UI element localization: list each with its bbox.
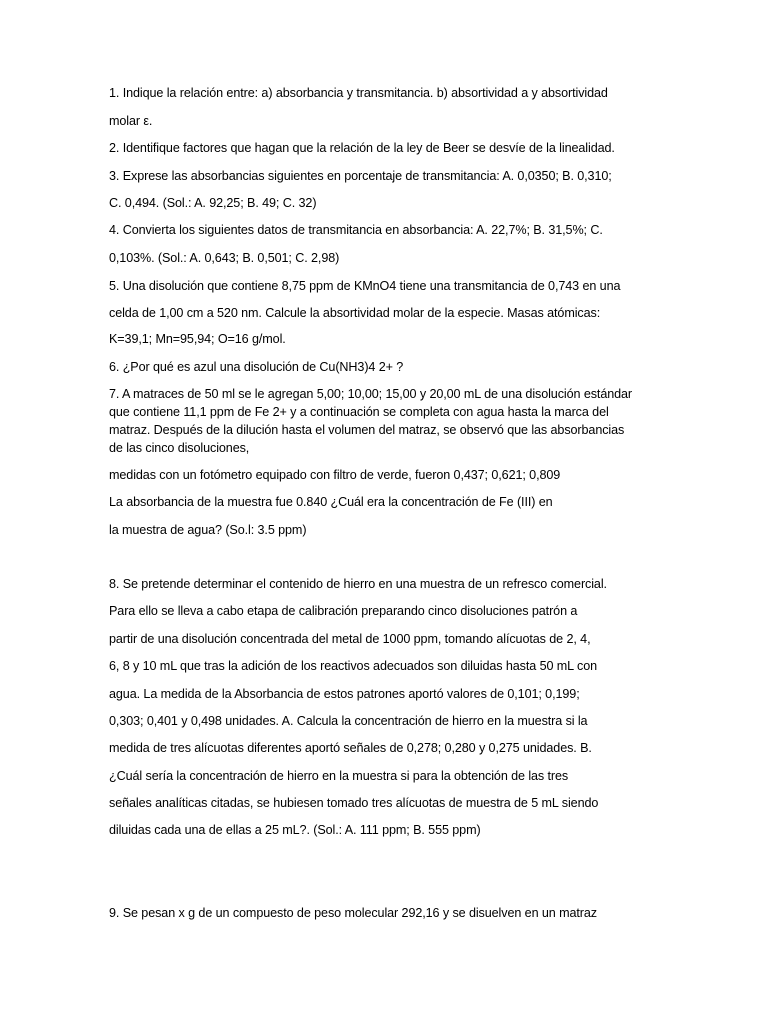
text-line: 6. ¿Por qué es azul una disolución de Cu(NH3)4 2+ ?: [109, 360, 404, 374]
text-line: la muestra de agua? (So.l: 3.5 ppm): [109, 523, 307, 537]
text-line: matraz. Después de la dilución hasta el volumen del matraz, se observó que las absorbancias: [109, 423, 625, 437]
text-line: Para ello se lleva a cabo etapa de calibración preparando cinco disoluciones patrón a: [109, 604, 578, 618]
text-line: que contiene 11,1 ppm de Fe 2+ y a continuación se completa con agua hasta la marca del: [109, 405, 609, 419]
text-line: molar ε.: [109, 114, 153, 128]
text-line: 1. Indique la relación entre: a) absorbancia y transmitancia. b) absortividad a y absortividad: [109, 86, 608, 100]
text-line: agua. La medida de la Absorbancia de estos patrones aportó valores de 0,101; 0,199;: [109, 687, 580, 701]
text-line: 9. Se pesan x g de un compuesto de peso molecular 292,16 y se disuelven en un matraz: [109, 906, 597, 920]
text-line: medidas con un fotómetro equipado con filtro de verde, fueron 0,437; 0,621; 0,809: [109, 468, 561, 482]
text-line: 0,303; 0,401 y 0,498 unidades. A. Calcula la concentración de hierro en la muestra si la: [109, 714, 588, 728]
text-line: C. 0,494. (Sol.: A. 92,25; B. 49; C. 32): [109, 196, 317, 210]
text-line: La absorbancia de la muestra fue 0.840 ¿Cuál era la concentración de Fe (III) en: [109, 495, 553, 509]
text-line: partir de una disolución concentrada del metal de 1000 ppm, tomando alícuotas de 2, 4,: [109, 632, 591, 646]
text-line: medida de tres alícuotas diferentes aportó señales de 0,278; 0,280 y 0,275 unidades. B.: [109, 741, 592, 755]
text-line: 6, 8 y 10 mL que tras la adición de los reactivos adecuados son diluidas hasta 50 mL con: [109, 659, 598, 673]
text-line: 7. A matraces de 50 ml se le agregan 5,00; 10,00; 15,00 y 20,00 mL de una disolución estándar: [109, 387, 633, 401]
text-line: 2. Identifique factores que hagan que la relación de la ley de Beer se desvíe de la linealidad.: [109, 141, 615, 155]
text-line: 3. Exprese las absorbancias siguientes en porcentaje de transmitancia: A. 0,0350; B. 0,310;: [109, 169, 612, 183]
text-line: celda de 1,00 cm a 520 nm. Calcule la absortividad molar de la especie. Masas atómicas:: [109, 306, 601, 320]
text-line: 4. Convierta los siguientes datos de transmitancia en absorbancia: A. 22,7%; B. 31,5%; C.: [109, 223, 603, 237]
text-line: 8. Se pretende determinar el contenido de hierro en una muestra de un refresco comercial.: [109, 577, 607, 591]
text-line: diluidas cada una de ellas a 25 mL?. (Sol.: A. 111 ppm; B. 555 ppm): [109, 823, 481, 837]
text-line: ¿Cuál sería la concentración de hierro en la muestra si para la obtención de las tres: [109, 769, 569, 783]
text-line: de las cinco disoluciones,: [109, 441, 250, 455]
text-line: 5. Una disolución que contiene 8,75 ppm de KMnO4 tiene una transmitancia de 0,743 en una: [109, 279, 621, 293]
text-line: 0,103%. (Sol.: A. 0,643; B. 0,501; C. 2,98): [109, 251, 340, 265]
text-line: señales analíticas citadas, se hubiesen tomado tres alícuotas de muestra de 5 mL siendo: [109, 796, 599, 810]
text-line: K=39,1; Mn=95,94; O=16 g/mol.: [109, 332, 286, 346]
